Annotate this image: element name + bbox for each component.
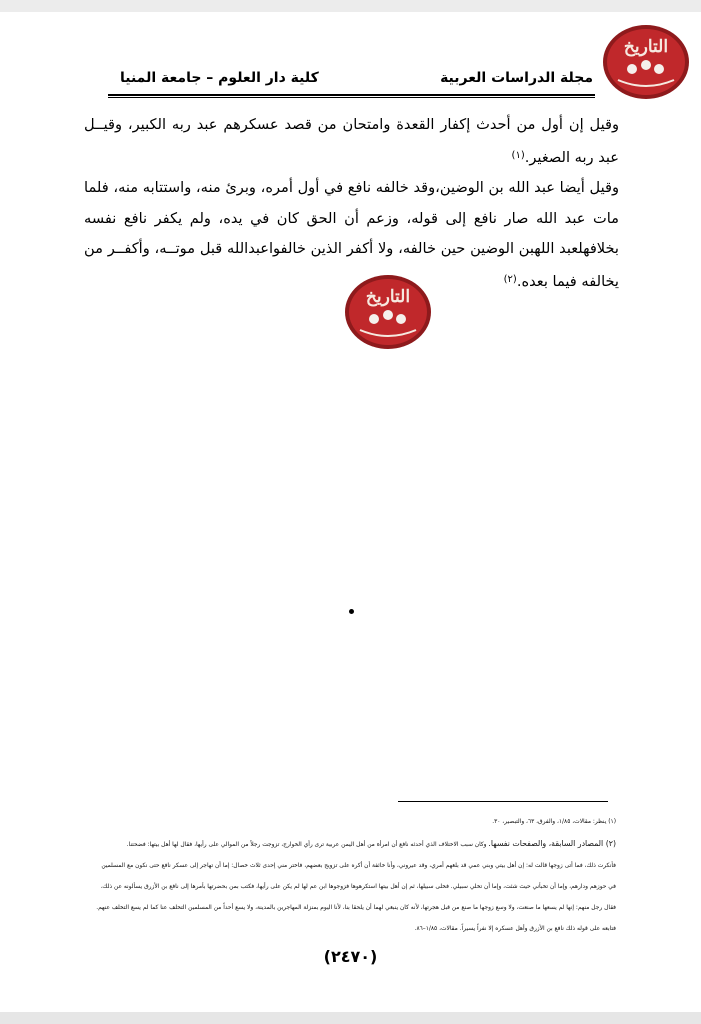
footnote-ref-1: (١) <box>511 149 525 161</box>
footnote-separator <box>398 801 608 802</box>
logo-text: التاريخ <box>623 37 669 57</box>
center-dot <box>349 609 354 614</box>
journal-title: مجلة الدراسات العربية <box>440 70 593 86</box>
footnotes <box>82 812 616 940</box>
footnote-ref-2: (٢) <box>503 273 517 285</box>
footnote-line-5: فقال رجل منهم: إنها لم يسعها ما صنعت، ولا وسع زوجها ما صنع من قبل هجرتها، لأنه كان ينبغي لهما أن يلحقا بنا، لأنا اليوم بمنزلة المهاجرين بالمدينة، ولا يسع أحداً من المسلمين التخلف عنا كما لم يسع التخلف عنهم. <box>96 905 616 911</box>
footnote-1: (١) ينظر: مقالات، ١/٨٥، والفرق، ٦٣، والتبصير، ٣٠. <box>492 819 616 825</box>
footnote-line-3: فأنكرت ذلك، فما أتى زوجها قالت له: إن أهل بيتي وبني عمي قد بلغهم أمري، وقد عيروني، وأنا خائفة أن أكره على تزويج بعضهم، فاختر مني إحدى ثلاث خصال: إما أن تهاجر إلى عسكر نافع حتى نكون مع المسلمين <box>101 863 616 869</box>
header-rule <box>108 94 595 96</box>
page-number: (٢٤٧٠) <box>323 947 378 966</box>
faculty-title: كلية دار العلوم – جامعة المنيا <box>120 70 319 86</box>
footnote-line-4: في حوزهم ودارهم، وإما أن تخبأني حيث شئت، وإما أن تخلي سبيلي. فخلى سبيلها، ثم إن أهل بيتها استكرهوها فزوجوها ابن عم لها لم يكن على رأيها، فكتب بمن بحضرتها بأمرها إلى نافع بن الأزرق يسألونه عن ذلك، <box>100 884 616 890</box>
logo-text-mid: التاريخ <box>365 287 411 307</box>
footnote-2-text: وكان سبب الاختلاف الذي أحدثه نافع أن امرأة من أهل اليمن عربية ترى رأي الخوارج، تزوجت رجلاً من الموالي على رأيها، فقال لها أهل بيتها: فضحتنا. <box>126 842 487 848</box>
footnote-line-6: فتابعه على قوله ذلك نافع بن الأزرق وأهل عسكره إلا نفراً يسيراً. مقالات، ١/٨٥–٨٦. <box>414 926 616 932</box>
paragraph-1-text: وقيل إن أول من أحدث إكفار القعدة وامتحان من قصد عسكرهم عبد ربه الكبير، وقيــل عبد ربه الصغير. <box>84 116 619 166</box>
footnote-2-lead: (٢) المصادر السابقة، والصفحات نفسها. <box>488 839 616 848</box>
top-border-strip <box>0 0 701 12</box>
bottom-border-strip <box>0 1012 701 1024</box>
body-text <box>84 110 619 297</box>
paragraph-1 <box>84 110 619 173</box>
footnote-2 <box>82 833 616 856</box>
watermark-logo <box>342 272 434 352</box>
header-rule-thin <box>108 97 595 98</box>
journal-logo <box>600 22 692 102</box>
paragraph-2-text: وقيل أيضا عبد الله بن الوضين،وقد خالفه نافع في أول أمره، وبرئ منه، واستتابه منه، فلما مات عبد الله صار نافع إلى قوله، وزعم أن الحق كان في يده، ولم يكفر نافع نفسه بخلافهلعبد اللهبن الوضين حين خالفه، ولا أكفر الذين خالفواعبدالله قبل موتــه، وأكفــر من يخالفه فيما بعده. <box>84 179 619 290</box>
